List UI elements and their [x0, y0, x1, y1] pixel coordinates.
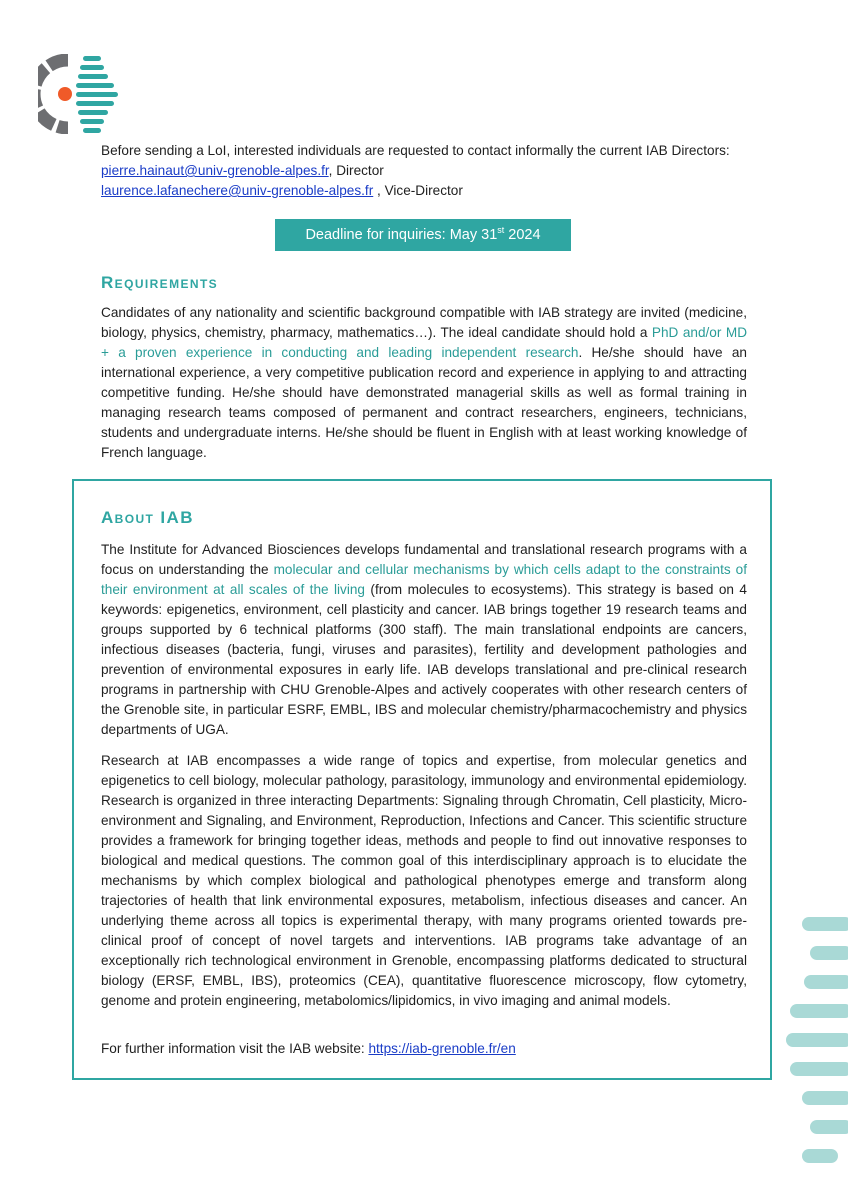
iab-website-link[interactable]: https://iab-grenoble.fr/en	[368, 1041, 516, 1056]
deadline-banner	[275, 219, 571, 251]
about-p1-before: The Institute for Advanced Biosciences develops fundamental and translational research programs with a focus on understanding the	[101, 542, 747, 577]
about-p1-after: (from molecules to ecosystems). This strategy is based on 4 keywords: epigenetics, environment, cell plasticity and cancer. IAB brings together 19 research teams and groups supported by 6 technical platforms (300 staff). The main translational endpoints are cancers, infectious diseases (bacteria, fungi, viruses and parasites), fertility and development pathologies and prevention of environmental exposures in early life. IAB develops translational and pre-clinical research programs in partnership with CHU Grenoble-Alpes and actively cooperates with other research centers of the Grenoble site, in particular ESRF, EMBL, IBS and molecular chemistry/pharmacochemistry and physics departments of UGA.	[101, 582, 747, 737]
contact-info	[101, 141, 761, 201]
iab-logo-icon	[38, 54, 120, 134]
about-p1-highlight: molecular and cellular mechanisms by which cells adapt to the constraints of their environment at all scales of the living	[101, 562, 747, 597]
about-paragraph-3	[101, 1039, 747, 1059]
vice-director-line	[101, 181, 761, 201]
director-role: , Director	[328, 163, 384, 178]
requirements-text-before: Candidates of any nationality and scientific background compatible with IAB strategy are invited (medicine, biology, physics, chemistry, pharmacy, mathematics…). The ideal candidate should hold a	[101, 305, 747, 340]
requirements-text-after: . He/she should have an international experience, a very competitive publication record and experience in applying to and attracting competitive funding. He/she should have demonstrated managerial skills as well as formal training in managing research teams composed of permanent and contract researchers, engineers, technicians, students and undergraduate interns. He/she should be fluent in English with at least working knowledge of French language.	[101, 345, 747, 460]
vice-director-email-link[interactable]: laurence.lafanechere@univ-grenoble-alpes.fr	[101, 183, 374, 198]
about-title: About IAB	[101, 508, 194, 527]
deadline-year: 2024	[508, 227, 541, 243]
requirements-body	[101, 303, 747, 463]
contact-intro: Before sending a LoI, interested individuals are requested to contact informally the current IAB Directors:	[101, 143, 730, 158]
deadline-superscript: st	[497, 225, 505, 235]
director-line	[101, 161, 761, 181]
about-paragraph-2: Research at IAB encompasses a wide range of topics and expertise, from molecular genetics and epigenetics to cell biology, molecular pathology, parasitology, immunology and environmental epidemiology. Research is organized in three interacting Departments: Signaling through Chromatin, Cell plasticity, Micro-environment and Signaling, and Environment, Reproduction, Infections and Cancer. This scientific structure provides a framework for bringing together ideas, methods and people to find out innovative responses to biological and medical questions. The common goal of this interdisciplinary approach is to elucidate the mechanisms by which complex biological and pathological phenotypes emerge and transform along trajectories of health that link environmental exposures, metabolism, infectious diseases and cancer. An underlying theme across all topics is experimental therapy, with many programs oriented towards pre-clinical proof of concept of novel targets and interventions. IAB programs take advantage of an exceptionally rich technological environment in Grenoble, encompassing platforms dedicated to structural biology (ERSF, EMBL, IBS), proteomics (CEA), quantitative fluorescence microscopy, flow cytometry, genome and protein engineering, metabolomics/lipidomics, in vivo imaging and animal models.	[101, 753, 747, 1008]
vice-director-role: , Vice-Director	[373, 183, 463, 198]
deadline-label: Deadline for inquiries: May 31	[305, 227, 498, 243]
about-paragraph-1	[101, 540, 747, 740]
requirements-highlight: PhD and/or MD + a proven experience in conducting and leading independent research	[101, 325, 748, 360]
director-email-link[interactable]: pierre.hainaut@univ-grenoble-alpes.fr	[101, 163, 329, 178]
about-p3-text: For further information visit the IAB website:	[101, 1041, 369, 1056]
requirements-title: Requirements	[101, 273, 219, 292]
decorative-bars-icon	[786, 917, 848, 1167]
